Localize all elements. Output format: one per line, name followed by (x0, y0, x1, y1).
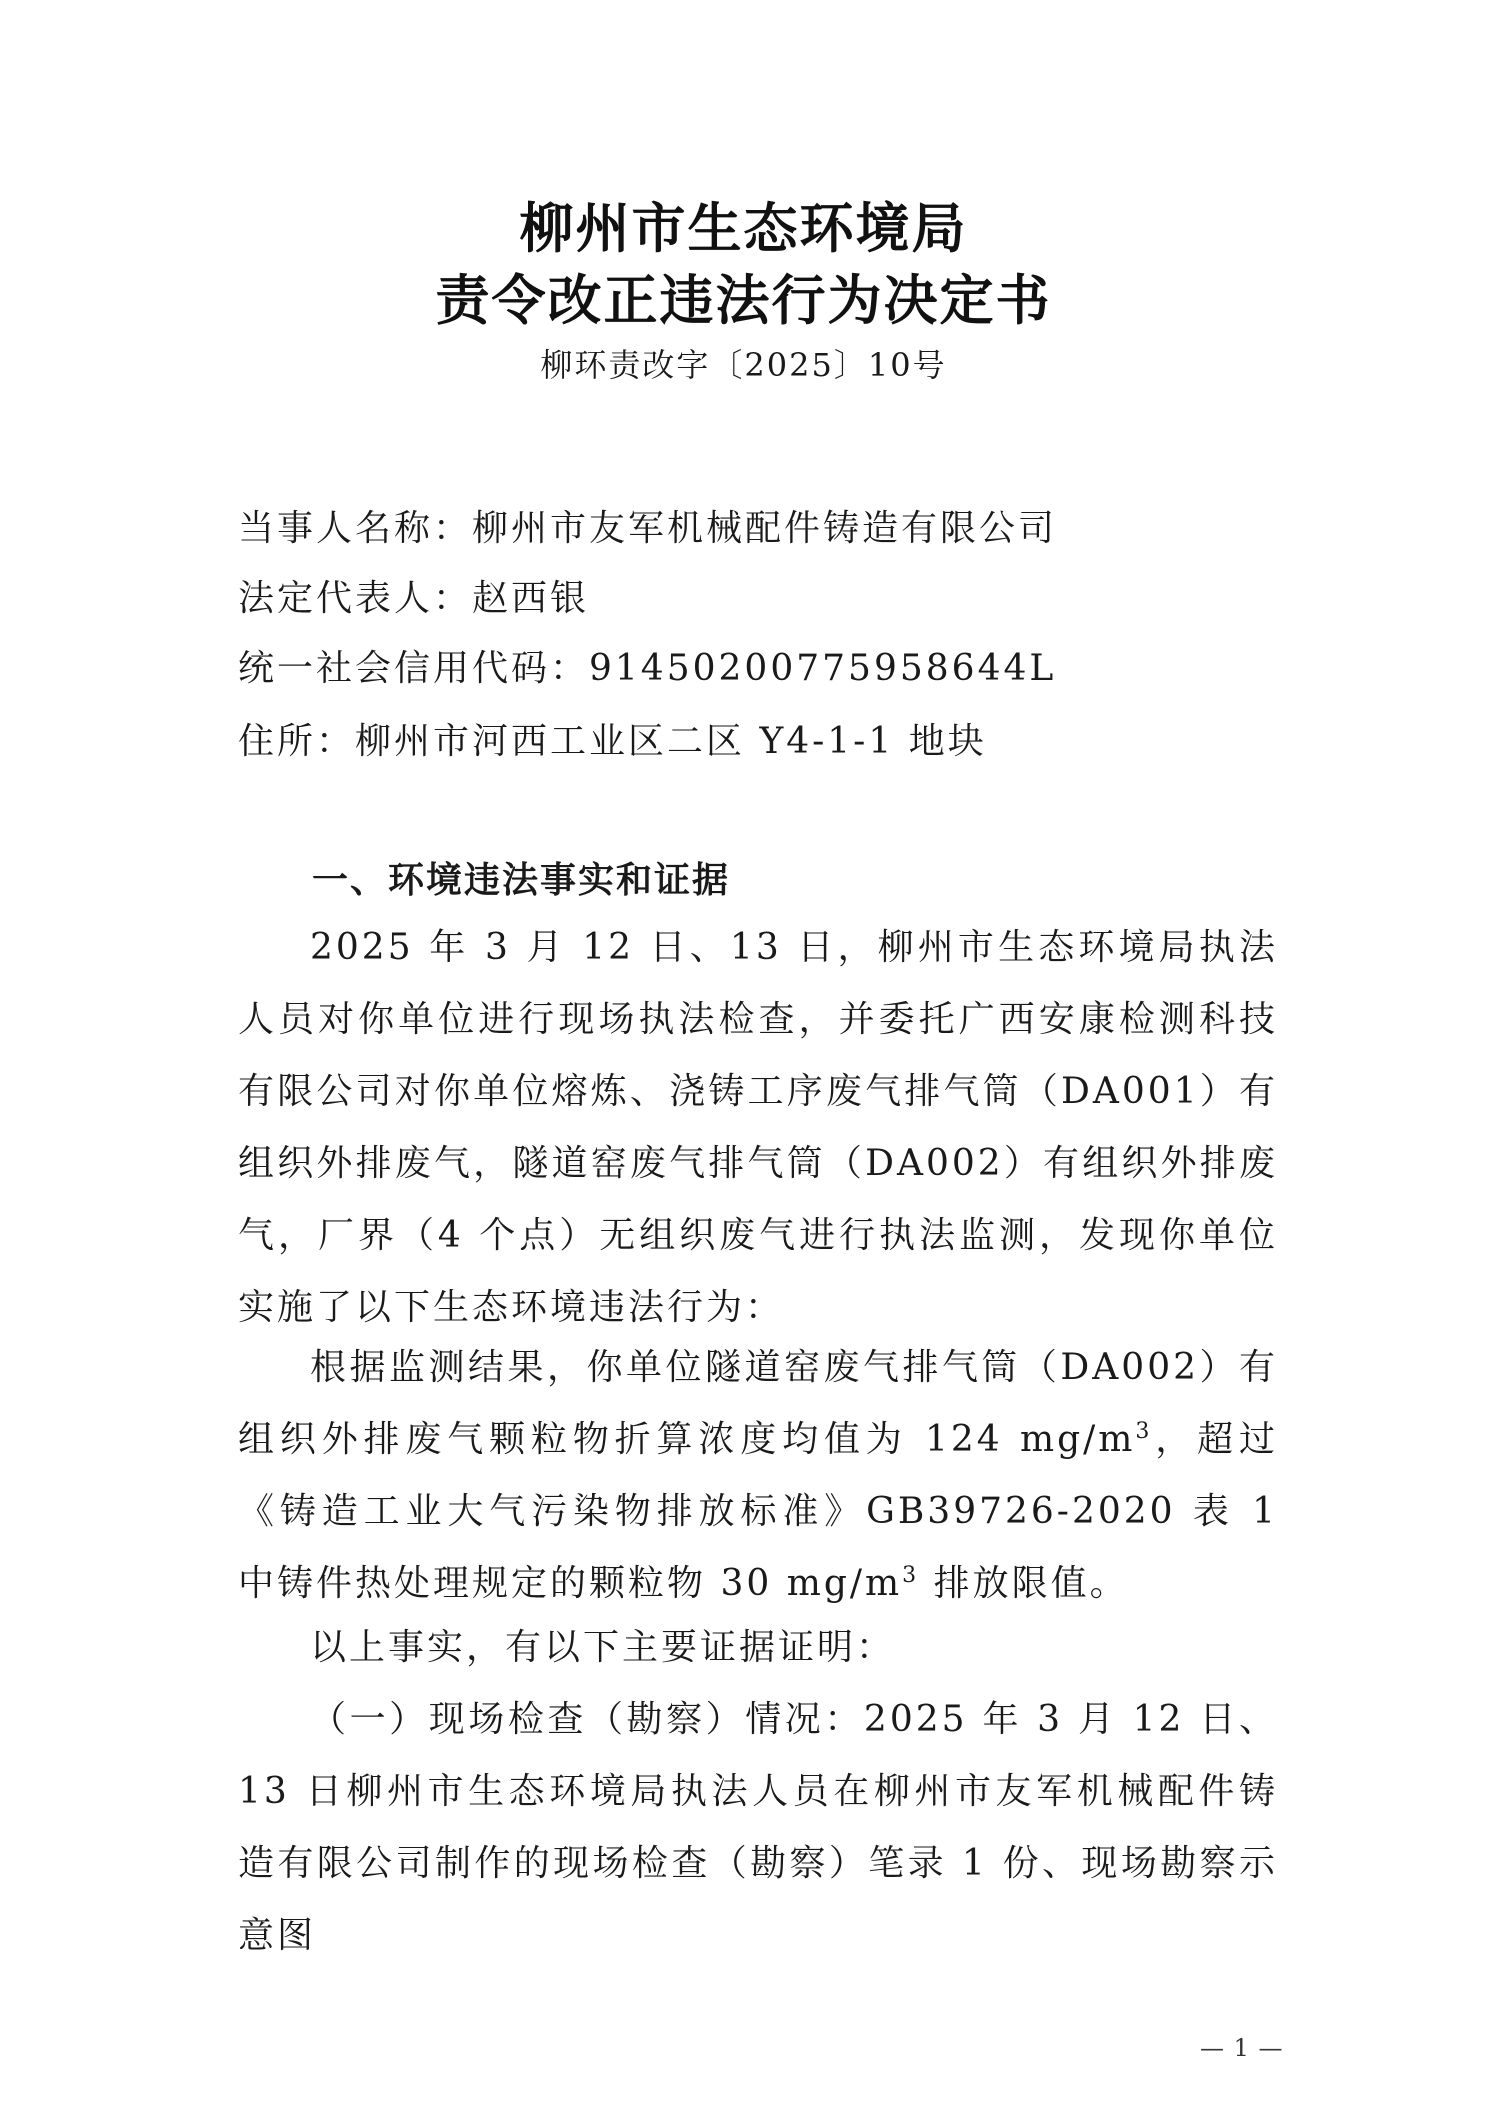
legal-representative: 法定代表人：赵西银 (238, 578, 590, 619)
paragraph-site-inspection: （一）现场检查（勘察）情况：2025 年 3 月 12 日、13 日柳州市生态环境局执法人员在柳州市友军机械配件铸造有限公司制作的现场检查（勘察）笔录 1 份、现场勘察示意图 (238, 1699, 1278, 1956)
result-text-a: 根据监测结果，你单位隧道窑废气排气筒（DA002）有组织外排废气颗粒物折算浓度均值为 124 mg/m (238, 1347, 1278, 1460)
result-text-c: ，超过《铸造工业大气污染物排放标准》GB39726-2020 表 1 中铸件热处理规定的颗粒物 30 mg/m (238, 1419, 1278, 1604)
result-text-e: 排放限值。 (919, 1563, 1129, 1604)
credit-code: 统一社会信用代码：91450200775958644L (238, 648, 1057, 689)
paragraph-evidence-intro: 以上事实，有以下主要证据证明： (310, 1627, 896, 1668)
paragraph-facts: 2025 年 3 月 12 日、13 日，柳州市生态环境局执法人员对你单位进行现场执法检查，并委托广西安康检测科技有限公司对你单位熔炼、浇铸工序废气排气筒（DA001）有组织外排废气，隧道窑废气排气筒（DA002）有组织外排废气，厂界（4 个点）无组织废气进行执法监测，发现你单位实施了以下生态环境违法行为： (238, 927, 1278, 1328)
section-heading: 一、环境违法事实和证据 (312, 860, 731, 901)
address: 住所：柳州市河西工业区二区 Y4-1-1 地块 (238, 721, 987, 762)
paragraph-monitoring-result (238, 1332, 1278, 1620)
page-number: — 1 — (1200, 2034, 1284, 2062)
superscript-3-a: 3 (1135, 1419, 1153, 1444)
document-number: 柳环责改字〔2025〕10号 (540, 346, 947, 384)
document-title-line2: 责令改正违法行为决定书 (435, 268, 1052, 332)
superscript-3-b: 3 (902, 1563, 920, 1588)
party-name: 当事人名称：柳州市友军机械配件铸造有限公司 (238, 508, 1058, 549)
document-title-line1: 柳州市生态环境局 (519, 196, 968, 260)
